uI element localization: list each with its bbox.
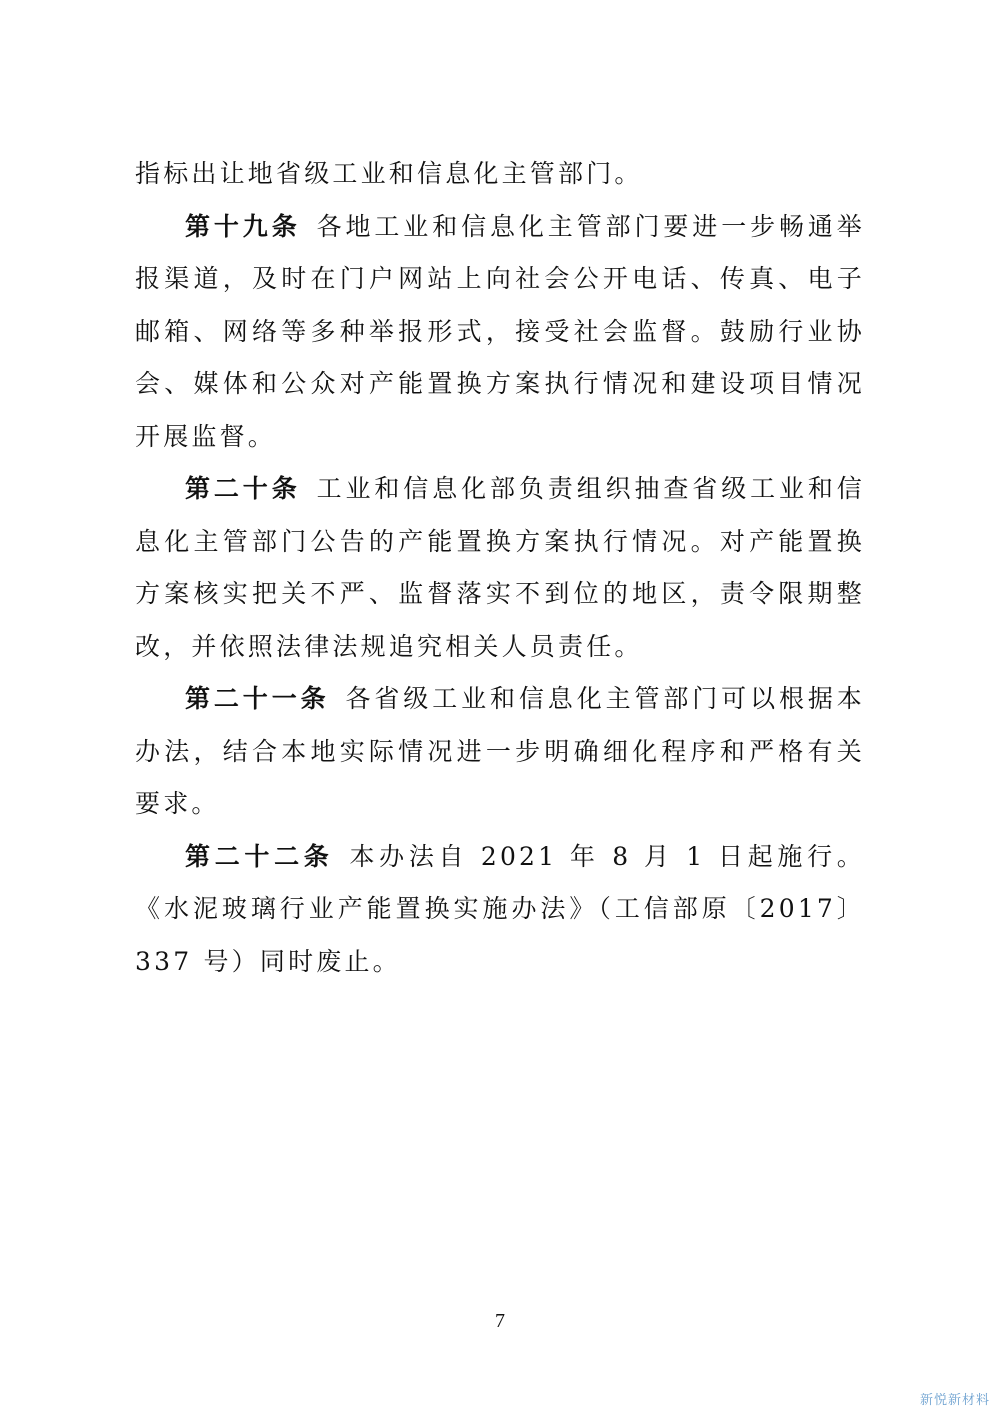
article-title: 第二十二条 <box>185 841 334 871</box>
article-21 <box>135 673 865 831</box>
article-22 <box>135 831 865 989</box>
continuation-paragraph: 指标出让地省级工业和信息化主管部门。 <box>135 159 643 188</box>
article-20 <box>135 463 865 673</box>
article-body: 本办法自 2021 年 8 月 1 日起施行。《水泥玻璃行业产能置换实施办法》（工信部原〔2017〕337 号）同时废止。 <box>135 841 865 976</box>
document-body <box>135 148 865 988</box>
article-body: 各省级工业和信息化主管部门可以根据本办法，结合本地实际情况进一步明确细化程序和严格有关要求。 <box>135 684 865 818</box>
article-title: 第二十一条 <box>185 684 330 713</box>
article-body: 各地工业和信息化主管部门要进一步畅通举报渠道，及时在门户网站上向社会公开电话、传真、电子邮箱、网络等多种举报形式，接受社会监督。鼓励行业协会、媒体和公众对产能置换方案执行情况和建设项目情况开展监督。 <box>135 211 865 451</box>
article-body: 工业和信息化部负责组织抽查省级工业和信息化主管部门公告的产能置换方案执行情况。对产能置换方案核实把关不严、监督落实不到位的地区，责令限期整改，并依照法律法规追究相关人员责任。 <box>135 474 865 661</box>
article-19 <box>135 201 865 464</box>
article-title: 第二十条 <box>185 474 301 503</box>
page-number: 7 <box>495 1310 505 1332</box>
watermark: 新悦新材料 <box>919 1393 990 1408</box>
article-title: 第十九条 <box>185 211 301 241</box>
